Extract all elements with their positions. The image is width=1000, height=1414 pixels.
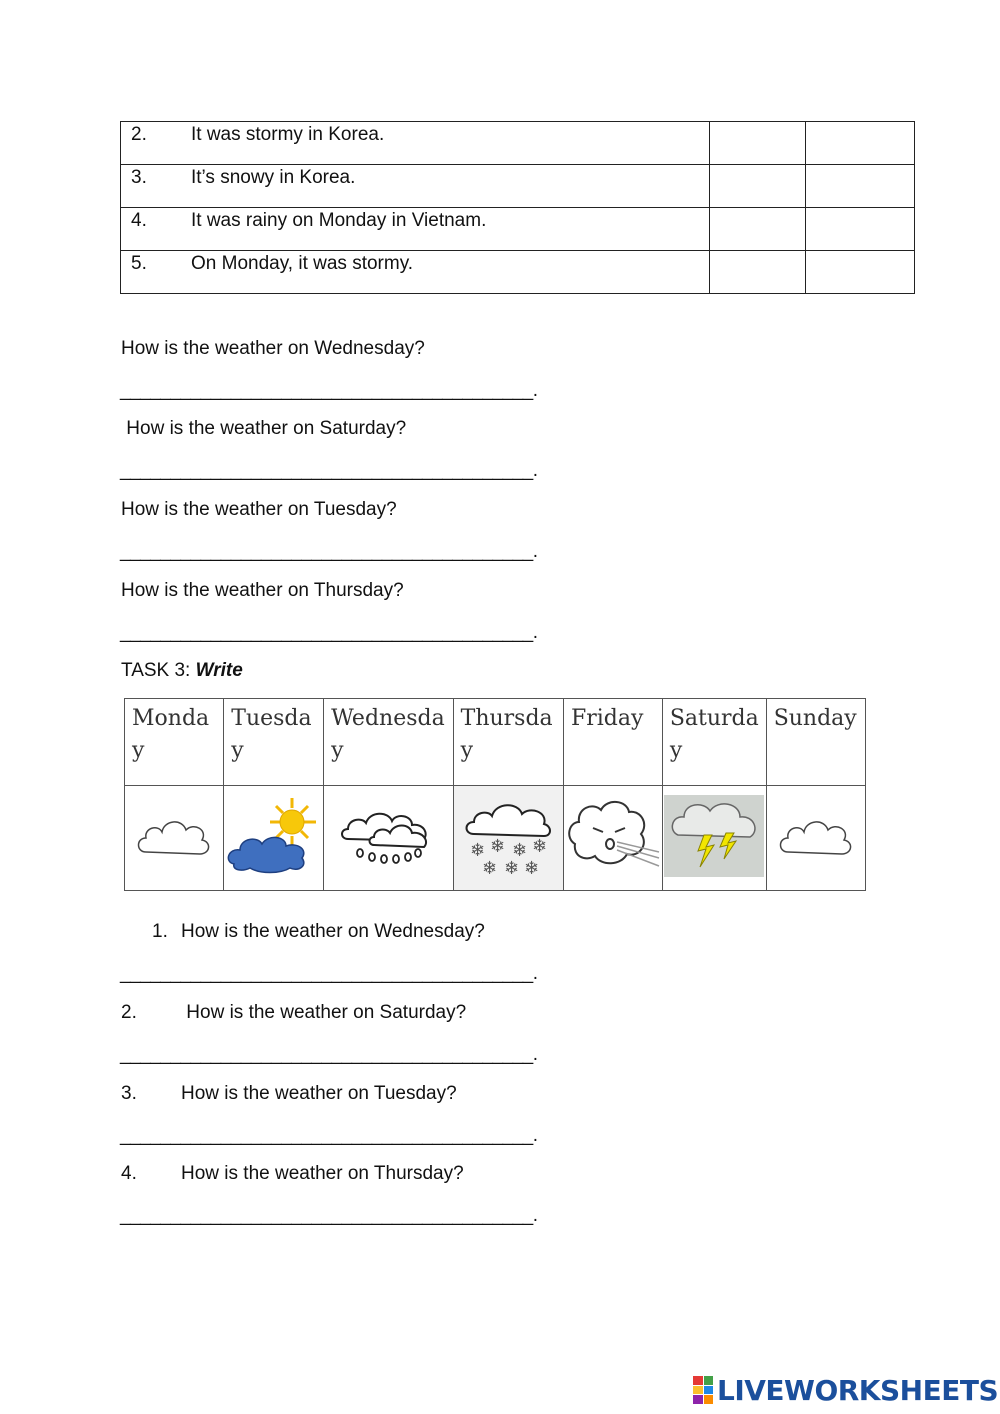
picture-cell <box>453 786 563 891</box>
statement-text: It was rainy on Monday in Vietnam. <box>191 210 487 231</box>
day-tuesday: Tuesday <box>224 699 324 786</box>
cloud-icon <box>132 806 216 866</box>
question-item <box>121 1083 457 1105</box>
picture-cell <box>324 786 454 891</box>
picture-cell <box>662 786 766 891</box>
picture-cell <box>125 786 224 891</box>
question-thursday: How is the weather on Thursday? <box>121 580 404 601</box>
table-row <box>121 122 915 165</box>
task-label: TASK 3: <box>121 660 196 681</box>
false-box[interactable] <box>806 165 915 208</box>
false-box[interactable] <box>806 251 915 294</box>
table-row <box>121 208 915 251</box>
answer-line[interactable]: _________________________________________. <box>120 1044 538 1065</box>
logo-mark-icon <box>693 1376 713 1404</box>
svg-text:❄: ❄ <box>512 839 528 861</box>
statement-cell <box>121 251 710 294</box>
picture-cell <box>563 786 662 891</box>
false-box[interactable] <box>806 208 915 251</box>
question-text: How is the weather on Thursday? <box>181 1163 464 1184</box>
weather-table <box>124 698 866 891</box>
question-number: 1. <box>152 921 168 942</box>
day-saturday: Saturday <box>662 699 766 786</box>
true-box[interactable] <box>710 165 806 208</box>
answer-line[interactable]: _________________________________________. <box>120 622 538 643</box>
day-sunday: Sunday <box>766 699 865 786</box>
day-friday: Friday <box>563 699 662 786</box>
picture-cell <box>224 786 324 891</box>
question-number: 4. <box>121 1163 137 1184</box>
statement-text: It was stormy in Korea. <box>191 124 385 145</box>
true-box[interactable] <box>710 251 806 294</box>
true-box[interactable] <box>710 208 806 251</box>
true-box[interactable] <box>710 122 806 165</box>
svg-text:❄: ❄ <box>524 857 540 878</box>
day-wednesday: Wednesday <box>324 699 454 786</box>
question-tuesday: How is the weather on Tuesday? <box>121 499 397 520</box>
task-title: Write <box>195 660 243 681</box>
day-thursday: Thursday <box>453 699 563 786</box>
question-text: How is the weather on Wednesday? <box>181 921 485 942</box>
question-number: 3. <box>121 1083 137 1104</box>
false-box[interactable] <box>806 122 915 165</box>
question-number: 2. <box>121 1002 137 1023</box>
row-number: 5. <box>131 253 147 274</box>
question-item <box>152 921 485 943</box>
day-row <box>125 699 866 786</box>
true-false-table <box>120 121 915 294</box>
statement-text: It’s snowy in Korea. <box>191 167 356 188</box>
answer-line[interactable]: _________________________________________. <box>120 1205 538 1226</box>
statement-cell <box>121 208 710 251</box>
wind-icon <box>565 794 661 878</box>
svg-text:❄: ❄ <box>490 835 506 857</box>
liveworksheets-logo <box>693 1374 998 1406</box>
storm-icon <box>664 795 764 877</box>
svg-text:❄: ❄ <box>482 857 498 878</box>
svg-text:❄: ❄ <box>532 835 548 857</box>
question-saturday: How is the weather on Saturday? <box>121 418 407 439</box>
brand-name: LIVEWORKSHEETS <box>717 1373 999 1407</box>
question-item <box>121 1002 467 1024</box>
rain-cloud-icon <box>338 801 438 871</box>
row-number: 2. <box>131 124 147 145</box>
answer-line[interactable]: _________________________________________. <box>120 460 538 481</box>
task-3-heading <box>121 660 243 682</box>
statement-text: On Monday, it was stormy. <box>191 253 414 274</box>
row-number: 4. <box>131 210 147 231</box>
statement-cell <box>121 122 710 165</box>
statement-cell <box>121 165 710 208</box>
table-row <box>121 165 915 208</box>
question-text: How is the weather on Tuesday? <box>181 1083 457 1104</box>
question-text: How is the weather on Saturday? <box>181 1002 467 1023</box>
snow-cloud-icon <box>460 794 556 878</box>
sun-cloud-icon <box>226 796 322 876</box>
picture-row <box>125 786 866 891</box>
answer-line[interactable]: _________________________________________. <box>120 380 538 401</box>
svg-text:❄: ❄ <box>504 857 520 878</box>
table-row <box>121 251 915 294</box>
question-wednesday: How is the weather on Wednesday? <box>121 338 425 359</box>
svg-text:❄: ❄ <box>470 839 486 861</box>
cloud-icon <box>774 806 858 866</box>
answer-line[interactable]: _________________________________________. <box>120 541 538 562</box>
answer-line[interactable]: _________________________________________. <box>120 963 538 984</box>
day-monday: Monday <box>125 699 224 786</box>
question-item <box>121 1163 464 1185</box>
picture-cell <box>766 786 865 891</box>
row-number: 3. <box>131 167 147 188</box>
answer-line[interactable]: _________________________________________. <box>120 1125 538 1146</box>
